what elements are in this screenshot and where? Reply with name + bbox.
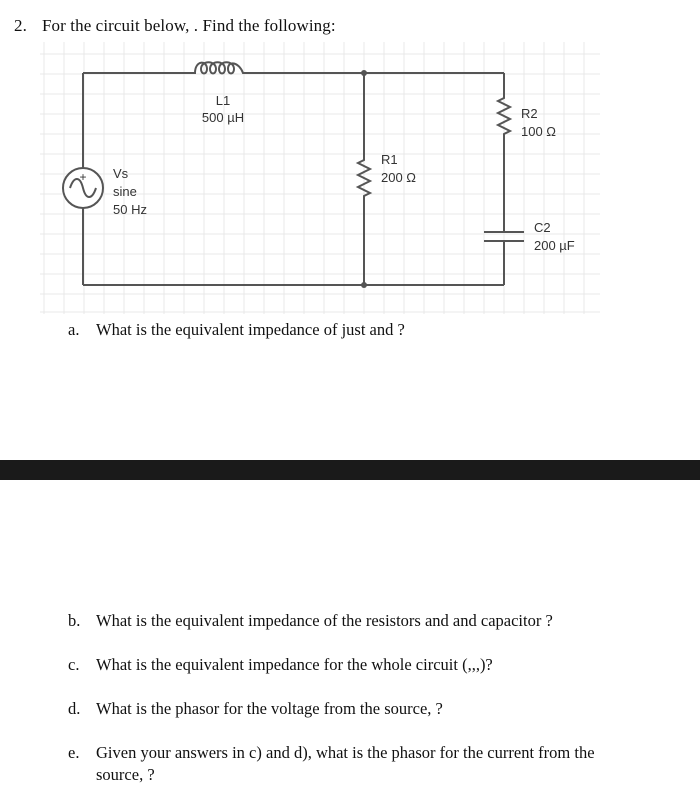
subquestion-letter: c. <box>68 655 80 674</box>
source-plus-sign: + <box>79 170 87 184</box>
subquestion-e-continuation <box>68 765 155 785</box>
subquestion-letter: e. <box>68 743 80 762</box>
question-text: For the circuit below, . Find the following: <box>42 16 336 35</box>
subquestion-b <box>68 611 553 631</box>
subquestion-a <box>68 320 405 340</box>
c2-value-label: 200 µF <box>534 238 575 253</box>
subquestion-letter: d. <box>68 699 81 718</box>
source-frequency-label: 50 Hz <box>113 202 147 217</box>
r1-name-label: R1 <box>381 152 398 167</box>
circuit-diagram <box>40 42 600 314</box>
r2-value-label: 100 Ω <box>521 124 557 139</box>
question-number: 2. <box>14 16 27 35</box>
subquestion-e <box>68 743 595 763</box>
r1-value-label: 200 Ω <box>381 170 417 185</box>
subquestion-text: What is the equivalent impedance of the resistors and and capacitor ? <box>96 611 553 630</box>
subquestion-c <box>68 655 493 675</box>
page-divider <box>0 460 700 480</box>
subquestion-text: What is the equivalent impedance of just and ? <box>96 320 405 339</box>
question-heading <box>14 16 336 36</box>
subquestion-letter: b. <box>68 611 81 630</box>
l1-name-label: L1 <box>215 93 231 108</box>
r2-name-label: R2 <box>521 106 538 121</box>
subquestion-text: What is the equivalent impedance for the whole circuit (,,,)? <box>96 655 493 674</box>
source-name-label: Vs <box>113 166 129 181</box>
source-type-label: sine <box>113 184 137 199</box>
subquestion-text: Given your answers in c) and d), what is the phasor for the current from the <box>96 743 595 762</box>
l1-value-label: 500 µH <box>201 110 245 125</box>
subquestion-text: What is the phasor for the voltage from the source, ? <box>96 699 443 718</box>
subquestion-letter: a. <box>68 320 80 339</box>
c2-name-label: C2 <box>534 220 551 235</box>
subquestion-text: source, ? <box>96 765 155 784</box>
subquestion-d <box>68 699 443 719</box>
wires <box>83 73 504 285</box>
